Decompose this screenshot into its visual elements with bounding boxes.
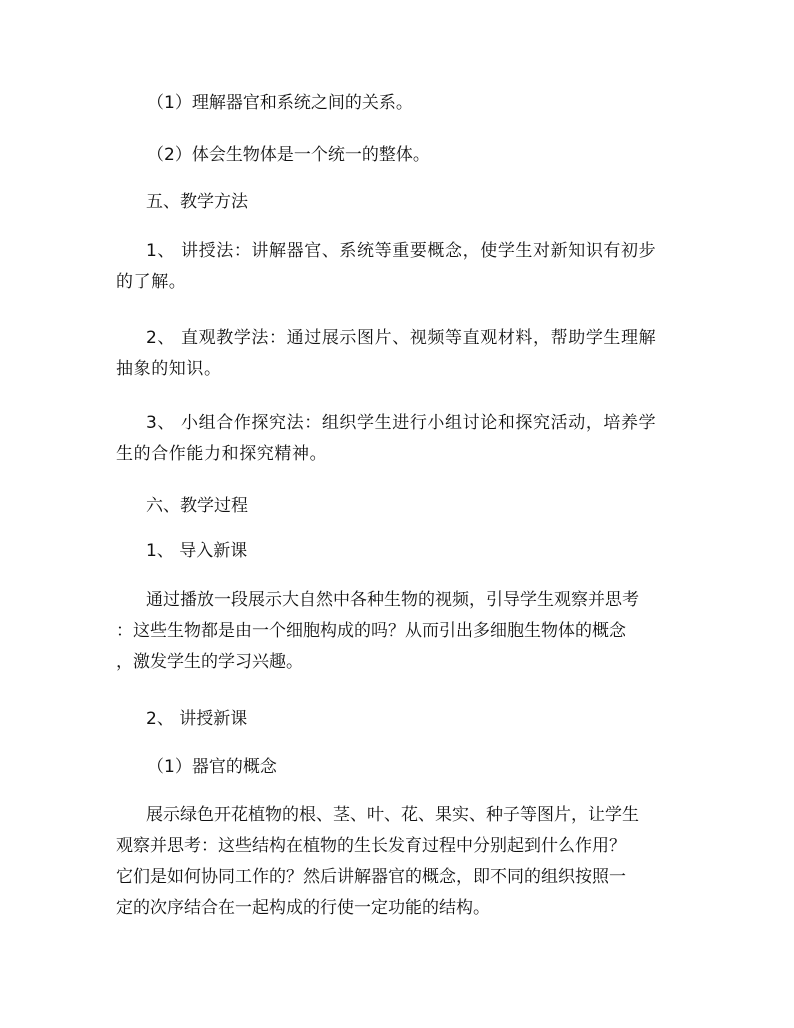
heading-introduction <box>116 536 676 567</box>
heading-teaching-methods <box>116 187 676 218</box>
heading-organ-concept <box>116 752 676 783</box>
paragraph-method-2 <box>116 323 676 385</box>
text-line: 通过播放一段展示大自然中各种生物的视频，引导学生观察并思考 <box>146 590 639 610</box>
text-line: 2、 直观教学法：通过展示图片、视频等直观材料，帮助学生理解 <box>146 328 657 348</box>
text-line: 抽象的知识。 <box>116 359 222 379</box>
text-line: 它们是如何协同工作的？然后讲解器官的概念，即不同的组织按照一 <box>116 867 626 887</box>
paragraph-method-1 <box>116 236 676 298</box>
paragraph-organ-concept <box>116 800 676 924</box>
text-line: ，激发学生的学习兴趣。 <box>116 652 303 672</box>
text-line: ：这些生物都是由一个细胞构成的吗？从而引出多细胞生物体的概念 <box>116 621 626 641</box>
text-line: 2、 讲授新课 <box>146 709 248 729</box>
heading-new-lesson <box>116 704 676 735</box>
text-line: 展示绿色开花植物的根、茎、叶、花、果实、种子等图片，让学生 <box>146 805 639 825</box>
text-line: 1、 导入新课 <box>146 541 248 561</box>
heading-teaching-process <box>116 491 676 522</box>
text-line: 定的次序结合在一起构成的行使一定功能的结构。 <box>116 898 490 918</box>
text-line: 五、教学方法 <box>146 192 248 212</box>
paragraph-introduction <box>116 585 676 678</box>
text-line: （2）体会生物体是一个统一的整体。 <box>147 145 430 165</box>
text-line: 观察并思考：这些结构在植物的生长发育过程中分别起到什么作用？ <box>116 836 626 856</box>
text-line: 1、 讲授法：讲解器官、系统等重要概念，使学生对新知识有初步 <box>146 241 657 261</box>
text-line: 的了解。 <box>116 272 187 292</box>
text-line: （1）理解器官和系统之间的关系。 <box>147 93 413 113</box>
text-line: （1）器官的概念 <box>147 757 277 777</box>
text-line: 六、教学过程 <box>146 496 248 516</box>
text-line: 生的合作能力和探究精神。 <box>116 444 328 464</box>
paragraph-goal-1 <box>116 88 676 119</box>
text-line: 3、 小组合作探究法：组织学生进行小组讨论和探究活动，培养学 <box>146 413 657 433</box>
paragraph-goal-2 <box>116 140 676 171</box>
paragraph-method-3 <box>116 408 676 470</box>
